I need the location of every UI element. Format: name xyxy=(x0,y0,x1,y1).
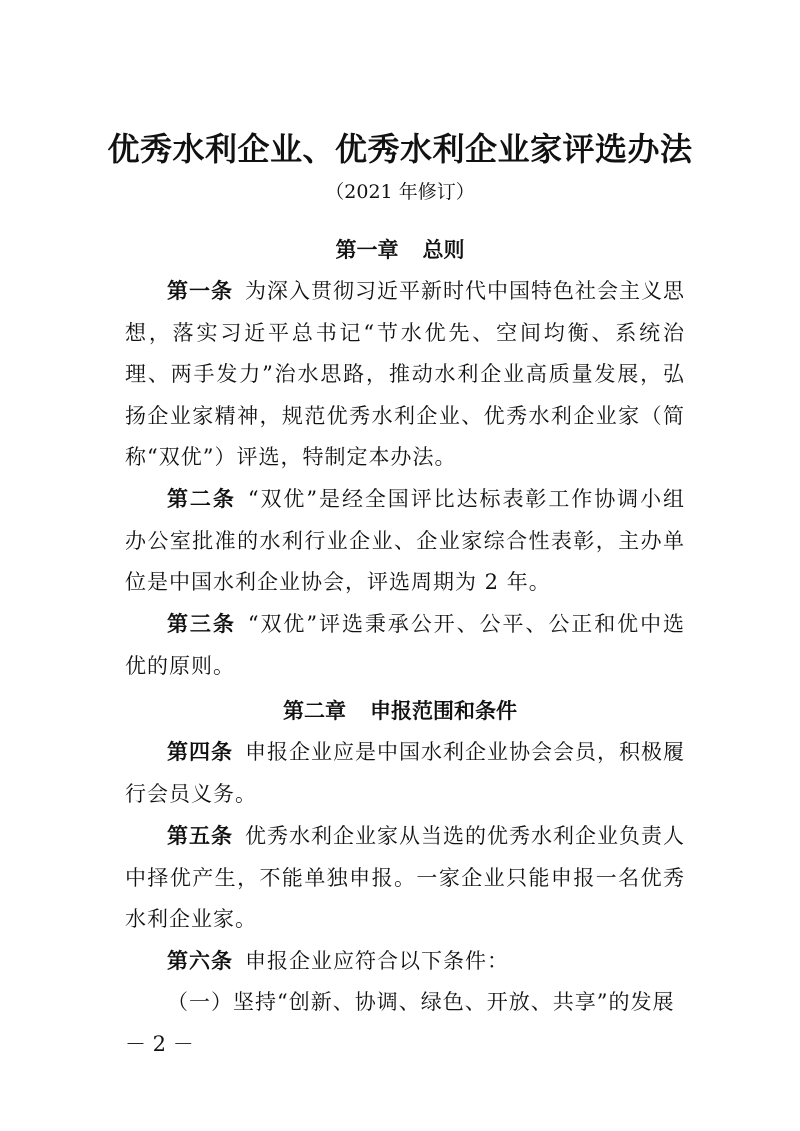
page-number: － 2 － xyxy=(125,1032,194,1056)
article-number: 第五条 xyxy=(167,823,233,848)
article-4 xyxy=(125,731,685,815)
chapter-name: 申报范围和条件 xyxy=(370,698,517,723)
document-subtitle: （2021 年修订） xyxy=(325,181,475,203)
chapter-heading-1 xyxy=(0,234,800,264)
article-6 xyxy=(125,940,685,983)
article-text: 申报企业应符合以下条件： xyxy=(245,949,509,973)
article-number: 第一条 xyxy=(167,278,233,303)
article-text: 为深入贯彻习近平新时代中国特色社会主义思想，落实习近平总书记“节水优先、空间均衡、系统治理、两手发力”治水思路，推动水利企业高质量发展，弘扬企业家精神，规范优秀水利企业、优秀水利企业家（简称“双优”）评选，特制定本办法。 xyxy=(125,279,685,469)
article-1 xyxy=(125,270,685,479)
list-item-1: （一）坚持“创新、协调、绿色、开放、共享”的发展 xyxy=(167,990,675,1014)
article-number: 第三条 xyxy=(167,611,236,636)
article-text: 申报企业应是中国水利企业协会会员，积极履行会员义务。 xyxy=(125,740,685,806)
article-text: “双优”是经全国评比达标表彰工作协调小组办公室批准的水利行业企业、企业家综合性表彰，主办单位是中国水利企业协会，评选周期为 2 年。 xyxy=(125,487,686,594)
article-text: 优秀水利企业家从当选的优秀水利企业负责人中择优产生，不能单独申报。一家企业只能申报一名优秀水利企业家。 xyxy=(125,824,685,931)
chapter-number: 第二章 xyxy=(283,698,346,723)
document-title: 优秀水利企业、优秀水利企业家评选办法 xyxy=(107,130,693,168)
article-2 xyxy=(125,478,685,604)
article-number: 第四条 xyxy=(167,739,233,764)
article-number: 第六条 xyxy=(167,948,233,973)
article-5 xyxy=(125,815,685,941)
chapter-number: 第一章 xyxy=(335,237,399,262)
chapter-name: 总则 xyxy=(422,237,465,262)
article-3 xyxy=(125,603,685,687)
chapter-heading-2 xyxy=(0,695,800,725)
article-number: 第二条 xyxy=(167,486,236,511)
article-text: “双优”评选秉承公开、公平、公正和优中选优的原则。 xyxy=(125,612,686,678)
